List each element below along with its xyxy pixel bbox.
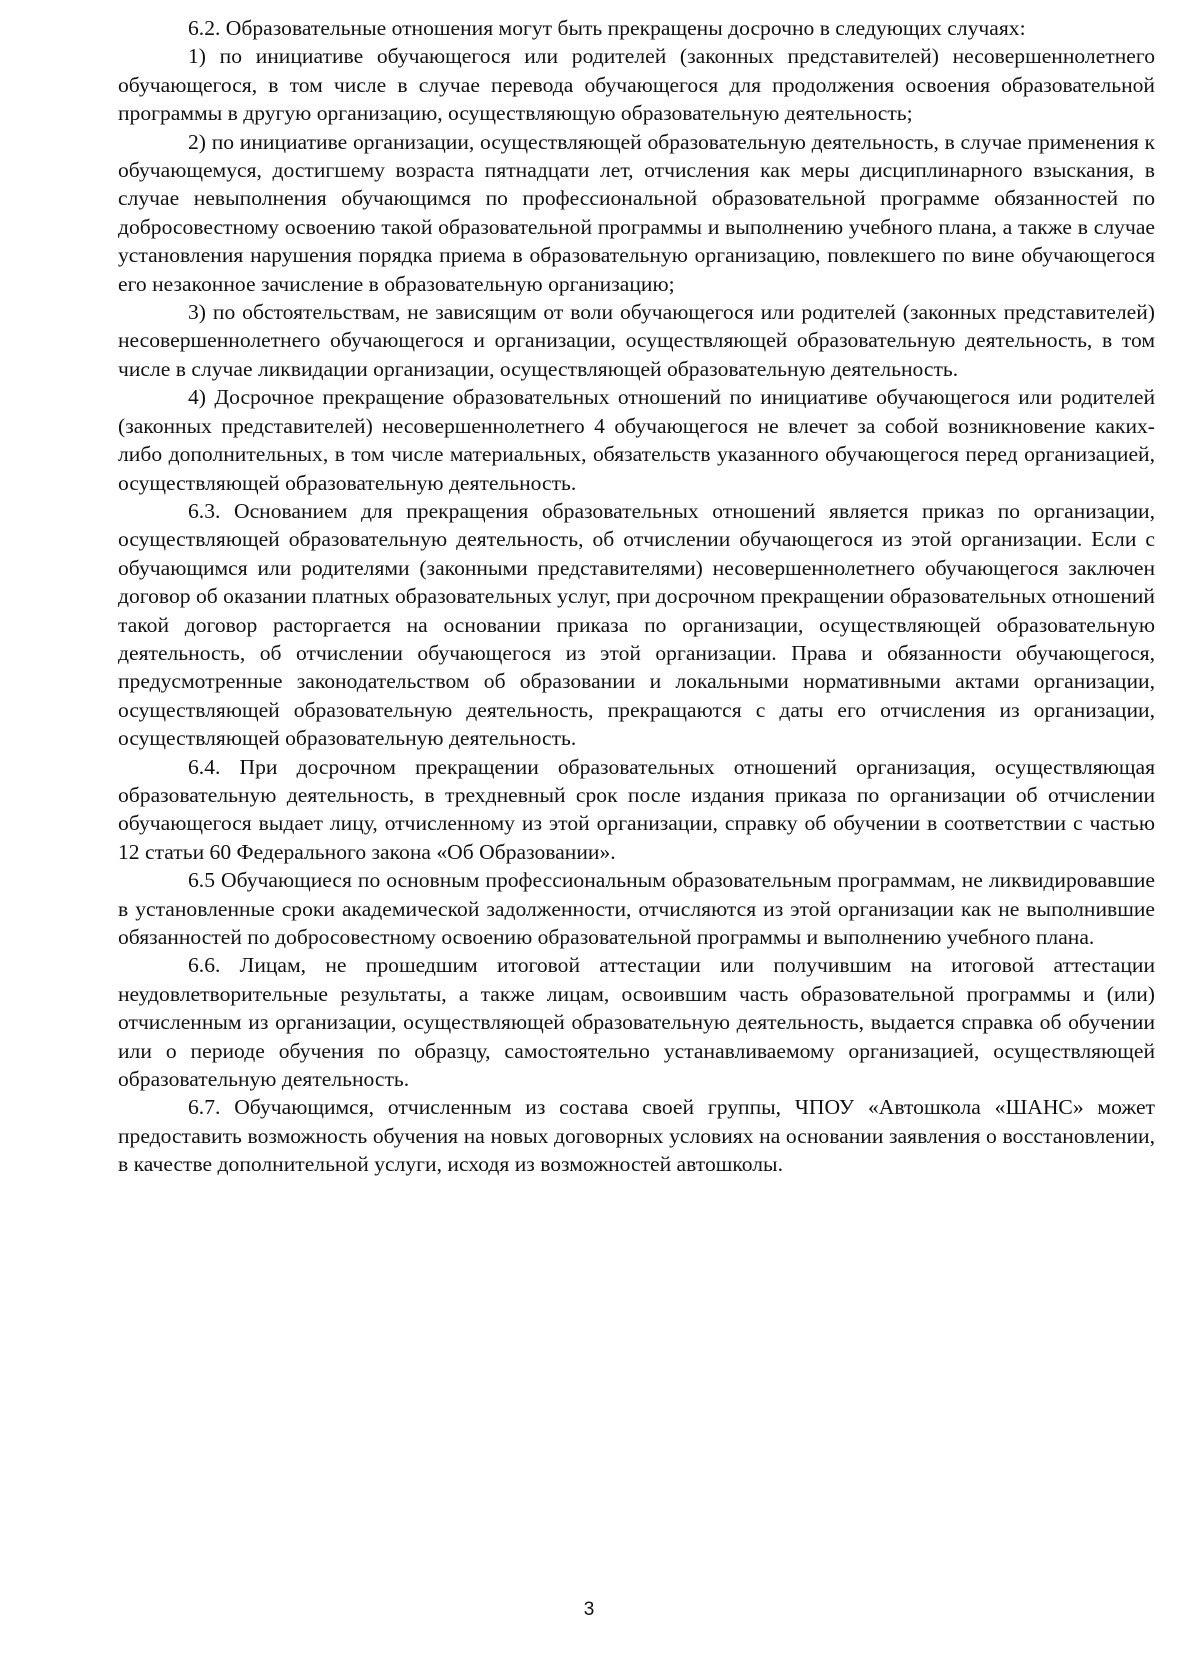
paragraph-6-2-item-3: 3) по обстоятельствам, не зависящим от воли обучающегося или родителей (законных представителей) несовершеннолетнего обучающегося и организации, осуществляющей образовательную деятельность, в том числе в случае ликвидации организации, осуществляющей образовательную деятельность. [118,300,1155,381]
paragraph-6-6: 6.6. Лицам, не прошедшим итоговой аттестации или получившим на итоговой аттестации неудовлетворительные результаты, а также лицам, освоившим часть образовательной программы и (или) отчисленным из организации, осуществляющей образовательную деятельность, выдается справка об обучении или о периоде обучения по образцу, самостоятельно устанавливаемому организацией, осуществляющей образовательную деятельность. [118,953,1155,1092]
paragraph-6-2-item-1: 1) по инициативе обучающегося или родителей (законных представителей) несовершеннолетнего обучающегося, в том числе в случае перевода обучающегося для продолжения освоения образовательной программы в другую организацию, осуществляющую образовательную деятельность; [118,44,1155,126]
paragraph-6-7: 6.7. Обучающимся, отчисленным из состава своей группы, ЧПОУ «Автошкола «ШАНС» может предоставить возможность обучения на новых договорных условиях на основании заявления о восстановлении, в качестве дополнительной услуги, исходя из возможностей автошколы. [118,1095,1155,1177]
paragraph-6-5: 6.5 Обучающиеся по основным профессиональным образовательным программам, не ликвидировавшие в установленные сроки академической задолженности, отчисляются из этой организации как не выполнившие обязанностей по добросовестному освоению образовательной программы и выполнению учебного плана. [118,868,1155,949]
paragraph-6-4: 6.4. При досрочном прекращении образовательных отношений организация, осуществляющая образовательную деятельность, в трехдневный срок после издания приказа по организации об отчислении обучающегося выдает лицу, отчисленному из этой организации, справку об обучении в соответствии с частью 12 статьи 60 Федерального закона «Об Образовании». [118,754,1155,864]
page-number: 3 [583,1599,595,1620]
paragraph-6-2-item-4: 4) Досрочное прекращение образовательных отношений по инициативе обучающегося или родителей (законных представителей) несовершеннолетнего 4 обучающегося не влечет за собой возникновение каких-либо дополнительных, в том числе материальных, обязательств указанного обучающегося перед организацией, осуществляющей образовательную деятельность. [118,385,1155,495]
paragraph-6-2-item-2: 2) по инициативе организации, осуществляющей образовательную деятельность, в случае применения к обучающемуся, достигшему возраста пятнадцати лет, отчисления как меры дисциплинарного взыскания, в случае невыполнения обучающимся по профессиональной образовательной программе обязанностей по добросовестному освоению такой образовательной программы и выполнению учебного плана, а также в случае установления нарушения порядка приема в образовательную организацию, повлекшего по вине обучающегося его незаконное зачисление в образовательную организацию; [118,129,1155,296]
paragraph-6-2: 6.2. Образовательные отношения могут быть прекращены досрочно в следующих случаях: [188,16,1026,40]
document-page [118,14,1155,1179]
paragraph-6-3: 6.3. Основанием для прекращения образовательных отношений является приказ по организации, осуществляющей образовательную деятельность, об отчислении обучающегося из этой организации. Если с обучающимся или родителями (законными представителями) несовершеннолетнего обучающегося заключен договор об оказании платных образовательных услуг, при досрочном прекращении образовательных отношений такой договор расторгается на основании приказа по организации, осуществляющей образовательную деятельность, об отчислении обучающегося из этой организации. Права и обязанности обучающегося, предусмотренные законодательством об образовании и локальными нормативными актами организации, осуществляющей образовательную деятельность, прекращаются с даты его отчисления из организации, осуществляющей образовательную деятельность. [118,498,1155,751]
